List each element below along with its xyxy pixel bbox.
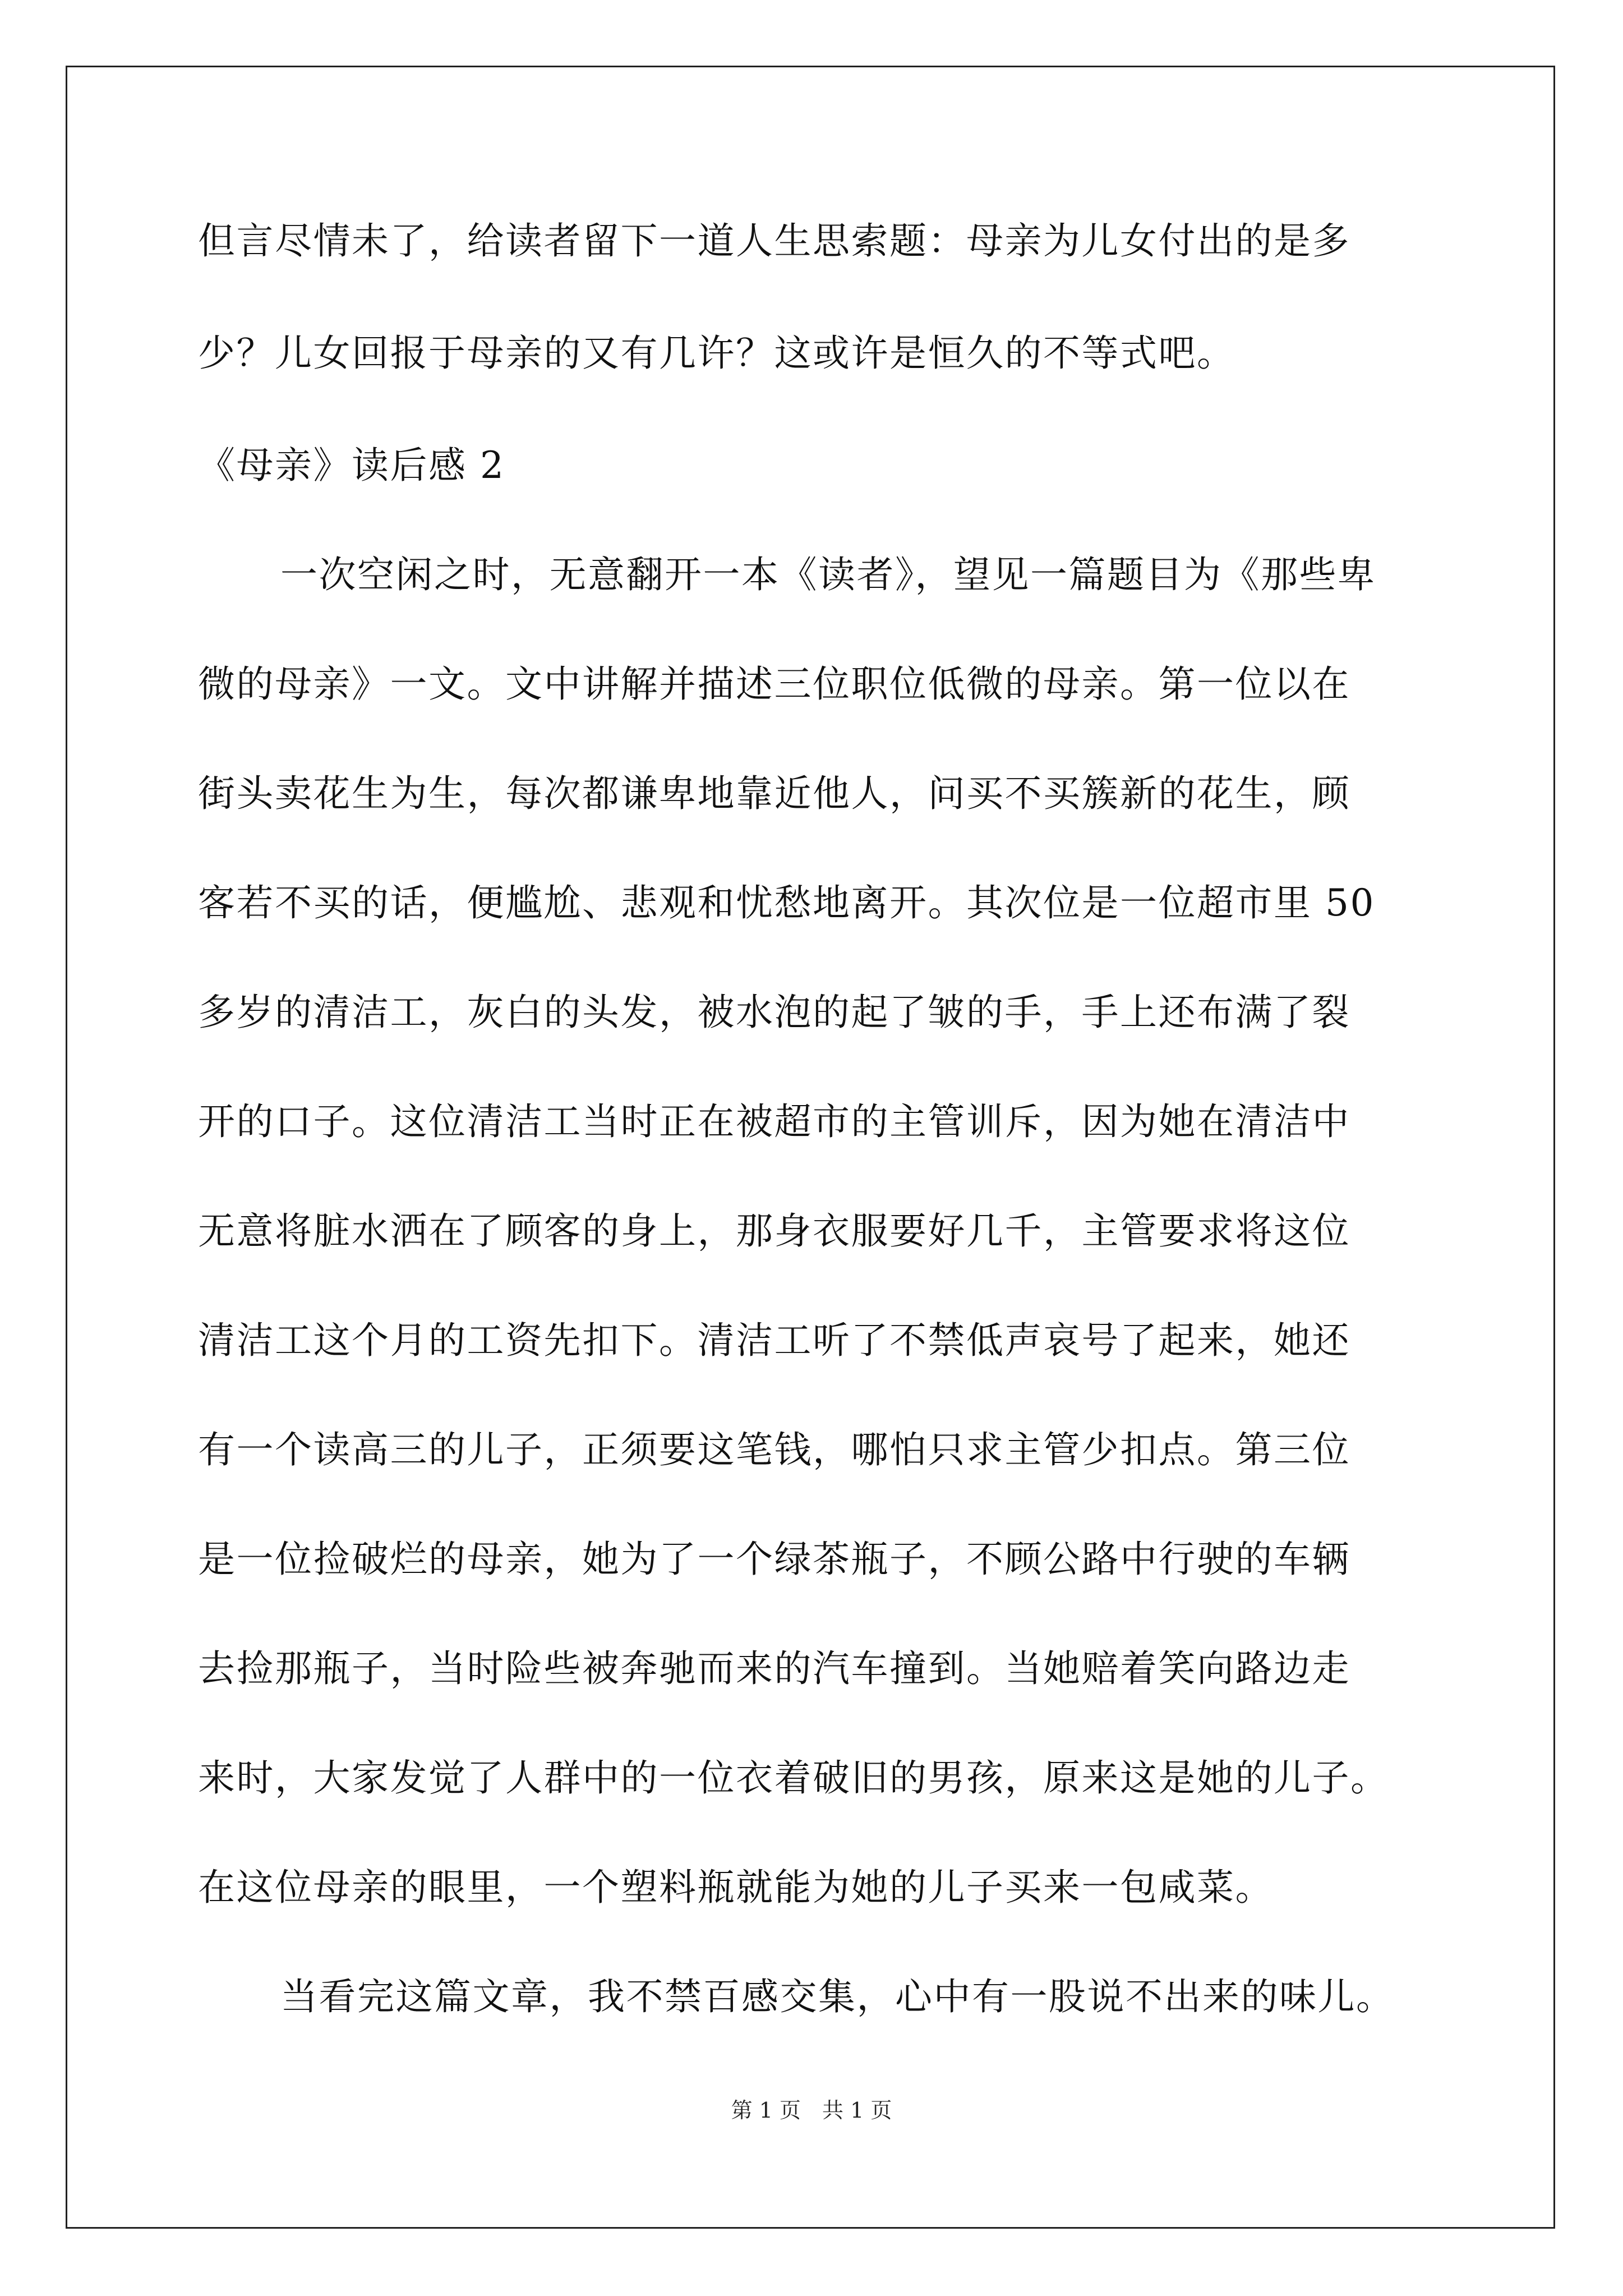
paragraph-line: 多岁的清洁工，灰白的头发，被水泡的起了皱的手，手上还布满了裂: [198, 991, 1350, 1034]
section-heading: 《母亲》读后感 2: [198, 444, 505, 487]
paragraph-line: 去捡那瓶子，当时险些被奔驰而来的汽车撞到。当她赔着笑向路边走: [198, 1647, 1350, 1690]
paragraph-line: 一次空闲之时，无意翻开一本《读者》，望见一篇题目为《那些卑: [280, 553, 1376, 596]
paragraph-line: 客若不买的话，便尴尬、悲观和忧愁地离开。其次位是一位超市里 50: [198, 881, 1375, 924]
paragraph-line: 无意将脏水洒在了顾客的身上，那身衣服要好几千，主管要求将这位: [198, 1209, 1350, 1253]
paragraph-line: 开的口子。这位清洁工当时正在被超市的主管训斥，因为她在清洁中: [198, 1100, 1350, 1143]
page-footer: 第 1 页 共 1 页: [731, 2098, 892, 2123]
paragraph-line: 来时，大家发觉了人群中的一位衣着破旧的男孩，原来这是她的儿子。: [198, 1756, 1389, 1800]
paragraph-line: 是一位捡破烂的母亲，她为了一个绿茶瓶子，不顾公路中行驶的车辆: [198, 1538, 1350, 1581]
paragraph-line: 有一个读高三的儿子，正须要这笔钱，哪怕只求主管少扣点。第三位: [198, 1428, 1350, 1471]
paragraph-line: 清洁工这个月的工资先扣下。清洁工听了不禁低声哀号了起来，她还: [198, 1319, 1350, 1362]
paragraph-line: 但言尽情未了，给读者留下一道人生思索题：母亲为儿女付出的是多: [198, 219, 1350, 263]
paragraph-line: 当看完这篇文章，我不禁百感交集，心中有一股说不出来的味儿。: [280, 1975, 1395, 2018]
paragraph-line: 街头卖花生为生，每次都谦卑地靠近他人，问买不买簇新的花生，顾: [198, 772, 1350, 815]
paragraph-line: 少？儿女回报于母亲的又有几许？这或许是恒久的不等式吧。: [198, 332, 1235, 375]
paragraph-line: 在这位母亲的眼里，一个塑料瓶就能为她的儿子买来一包咸菜。: [198, 1866, 1274, 1909]
paragraph-line: 微的母亲》一文。文中讲解并描述三位职位低微的母亲。第一位以在: [198, 662, 1350, 706]
